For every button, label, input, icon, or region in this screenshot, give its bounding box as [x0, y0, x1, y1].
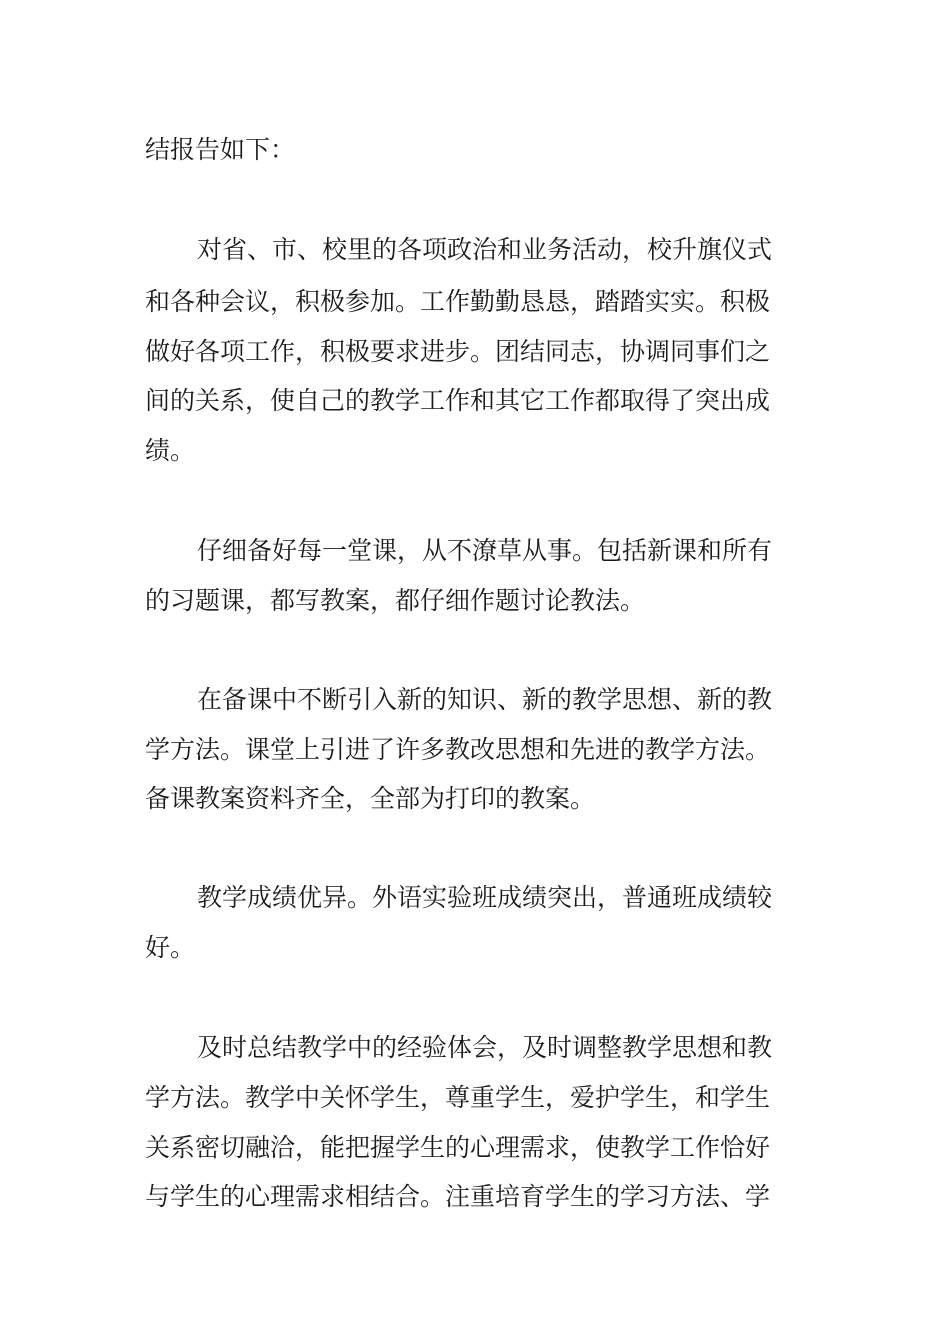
paragraph-5-line-2: 学方法。教学中关怀学生，尊重学生，爱护学生，和学生 [145, 1083, 771, 1112]
paragraph-1-line-4: 间的关系，使自己的教学工作和其它工作都取得了突出成 [145, 386, 771, 415]
paragraph-4-line-1: 教学成绩优异。外语实验班成绩突出，普通班成绩较 [197, 883, 773, 912]
paragraph-2-line-1: 仔细备好每一堂课，从不潦草从事。包括新课和所有 [197, 536, 773, 565]
paragraph-3-line-3: 备课教案资料齐全，全部为打印的教案。 [145, 784, 596, 813]
paragraph-1-line-2: 和各种会议，积极参加。工作勤勤恳恳，踏踏实实。积极 [145, 287, 771, 316]
paragraph-4-line-2: 好。 [145, 933, 196, 962]
paragraph-3-line-2: 学方法。课堂上引进了许多教改思想和先进的教学方法。 [145, 735, 771, 764]
paragraph-1-line-1: 对省、市、校里的各项政治和业务活动，校升旗仪式 [197, 235, 773, 264]
paragraph-5-line-1: 及时总结教学中的经验体会，及时调整教学思想和教 [197, 1033, 773, 1062]
paragraph-1-line-3: 做好各项工作，积极要求进步。团结同志，协调同事们之 [145, 337, 771, 366]
paragraph-1-line-5: 绩。 [145, 436, 196, 465]
paragraph-5-line-3: 关系密切融洽，能把握学生的心理需求，使教学工作恰好 [145, 1133, 771, 1162]
paragraph-2-line-2: 的习题课，都写教案，都仔细作题讨论教法。 [145, 586, 646, 615]
paragraph-5-line-4: 与学生的心理需求相结合。注重培育学生的学习方法、学 [145, 1182, 771, 1211]
paragraph-3-line-1: 在备课中不断引入新的知识、新的教学思想、新的教 [197, 685, 773, 714]
text-line: 结报告如下： [145, 135, 296, 164]
